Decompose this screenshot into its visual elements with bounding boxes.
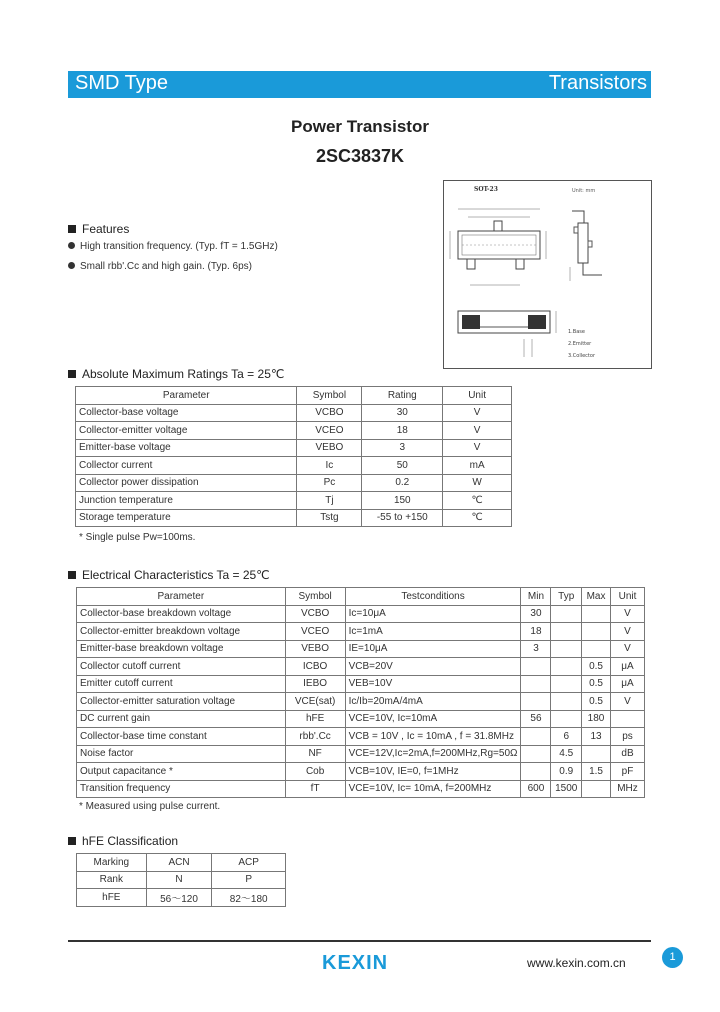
footer-rule bbox=[68, 940, 651, 942]
table-row: Emitter-base voltage VEBO 3 V bbox=[76, 439, 512, 457]
table-row: Collector-base time constant rbb'.Cc VCB = 10V , Ic = 10mA , f = 31.8MHz 6 13 ps bbox=[77, 728, 645, 746]
part-number: 2SC3837K bbox=[315, 146, 405, 166]
table-row: Rank N P bbox=[77, 871, 286, 889]
table-header-row: Parameter Symbol Rating Unit bbox=[76, 387, 512, 405]
table-row: Collector-base voltage VCBO 30 V bbox=[76, 404, 512, 422]
doc-title: Power Transistor bbox=[291, 117, 429, 136]
hfe-table bbox=[76, 853, 286, 907]
table-row: Collector cutoff current ICBO VCB=20V 0.5 μA bbox=[77, 658, 645, 676]
pin-3-label: 3.Collector bbox=[568, 353, 595, 359]
table-row: Collector current Ic 50 mA bbox=[76, 457, 512, 475]
website-link[interactable]: www.kexin.com.cn bbox=[527, 956, 626, 970]
hfe-heading: hFE Classification bbox=[68, 834, 178, 848]
package-diagram bbox=[443, 180, 652, 369]
table-row: Storage temperature Tstg -55 to +150 ℃ bbox=[76, 509, 512, 527]
table-row: Junction temperature Tj 150 ℃ bbox=[76, 492, 512, 510]
pin-2-label: 2.Emitter bbox=[568, 341, 592, 347]
square-bullet-icon bbox=[68, 370, 76, 378]
table-row: Marking ACN ACP bbox=[77, 854, 286, 872]
table-row: Noise factor NF VCE=12V,Ic=2mA,f=200MHz,Rg=50Ω 4.5 dB bbox=[77, 745, 645, 763]
table-row: Collector-emitter voltage VCEO 18 V bbox=[76, 422, 512, 440]
package-drawing bbox=[444, 181, 651, 368]
square-bullet-icon bbox=[68, 571, 76, 579]
table-row: Collector-emitter saturation voltage VCE(sat) Ic/Ib=20mA/4mA 0.5 V bbox=[77, 693, 645, 711]
table-row: Emitter cutoff current IEBO VEB=10V 0.5 μA bbox=[77, 675, 645, 693]
pin-1-label: 1.Base bbox=[568, 329, 585, 335]
header-right: Transistors bbox=[548, 72, 647, 94]
features-heading: Features bbox=[68, 222, 129, 236]
table-header-row: Parameter Symbol Testconditions Min Typ Max Unit bbox=[77, 588, 645, 606]
package-label: SOT-23 bbox=[474, 186, 498, 193]
table-row: Collector power dissipation Pc 0.2 W bbox=[76, 474, 512, 492]
header-left: SMD Type bbox=[75, 72, 168, 94]
table-row: Collector-emitter breakdown voltage VCEO Ic=1mA 18 V bbox=[77, 623, 645, 641]
page-number: 1 bbox=[662, 947, 683, 968]
elec-note: * Measured using pulse current. bbox=[79, 801, 221, 812]
unit-label: Unit: mm bbox=[572, 188, 596, 194]
elec-heading: Electrical Characteristics Ta = 25℃ bbox=[68, 568, 270, 582]
table-row: Collector-base breakdown voltage VCBO Ic=10μA 30 V bbox=[77, 605, 645, 623]
table-row: hFE 56～120 82～180 bbox=[77, 889, 286, 907]
circle-bullet-icon bbox=[68, 242, 75, 249]
abs-heading: Absolute Maximum Ratings Ta = 25℃ bbox=[68, 367, 284, 381]
table-row: Transition frequency fT VCE=10V, Ic= 10mA, f=200MHz 600 1500 MHz bbox=[77, 780, 645, 798]
table-row: Output capacitance * Cob VCB=10V, IE=0, f=1MHz 0.9 1.5 pF bbox=[77, 763, 645, 781]
square-bullet-icon bbox=[68, 837, 76, 845]
electrical-table bbox=[76, 587, 645, 798]
table-row: Emitter-base breakdown voltage VEBO IE=10μA 3 V bbox=[77, 640, 645, 658]
feature-item: High transition frequency. (Typ. fT = 1.5GHz) bbox=[68, 241, 278, 252]
kexin-logo: KEXIN bbox=[322, 952, 389, 974]
abs-note: * Single pulse Pw=100ms. bbox=[79, 532, 196, 543]
feature-item: Small rbb'.Cc and high gain. (Typ. 6ps) bbox=[68, 261, 252, 272]
circle-bullet-icon bbox=[68, 262, 75, 269]
abs-max-table bbox=[75, 386, 512, 527]
table-row: DC current gain hFE VCE=10V, Ic=10mA 56 180 bbox=[77, 710, 645, 728]
square-bullet-icon bbox=[68, 225, 76, 233]
header-banner bbox=[68, 71, 651, 98]
